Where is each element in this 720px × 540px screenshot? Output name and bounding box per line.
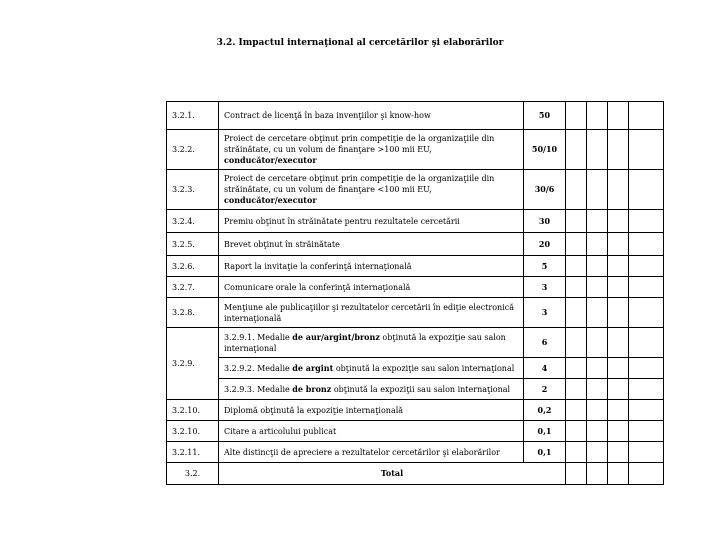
table-row	[167, 210, 664, 233]
evaluation-table	[166, 101, 664, 485]
item-prefix: 3.2.9.2. Medalie	[224, 363, 293, 373]
row-points: 30/6	[524, 170, 566, 210]
empty-cell	[608, 170, 629, 210]
empty-cell	[629, 358, 664, 379]
empty-cell	[587, 233, 608, 256]
table-row	[167, 421, 664, 442]
empty-cell	[629, 463, 664, 485]
row-description: Menţiune ale publicaţiilor şi rezultatelor cercetării în ediţie electronică internaţională	[219, 298, 524, 328]
row-text: Proiect de cercetare obţinut prin competiţie de la organizaţiile din străinătate, cu un volum de finanţare >100 mii EU,	[224, 134, 495, 154]
empty-cell	[629, 256, 664, 277]
row-description	[219, 170, 524, 210]
row-code: 3.2.5.	[167, 233, 219, 256]
table-row	[167, 256, 664, 277]
empty-cell	[608, 421, 629, 442]
empty-cell	[629, 102, 664, 130]
row-role: conducător/executor	[224, 195, 317, 205]
empty-cell	[566, 298, 587, 328]
row-code: 3.2.2.	[167, 130, 219, 170]
row-role: conducător/executor	[224, 155, 317, 165]
row-code: 3.2.4.	[167, 210, 219, 233]
empty-cell	[608, 379, 629, 400]
empty-cell	[587, 421, 608, 442]
empty-cell	[587, 463, 608, 485]
empty-cell	[629, 328, 664, 358]
row-points: 3	[524, 298, 566, 328]
row-points: 0,2	[524, 400, 566, 421]
empty-cell	[587, 170, 608, 210]
empty-cell	[608, 210, 629, 233]
empty-cell	[566, 328, 587, 358]
row-description: Citare a articolului publicat	[219, 421, 524, 442]
empty-cell	[566, 170, 587, 210]
empty-cell	[629, 298, 664, 328]
empty-cell	[629, 233, 664, 256]
row-description: Comunicare orale la conferinţă internaţională	[219, 277, 524, 298]
empty-cell	[587, 256, 608, 277]
empty-cell	[608, 277, 629, 298]
row-code: 3.2.8.	[167, 298, 219, 328]
row-description: Diplomă obţinută la expoziţie internaţională	[219, 400, 524, 421]
empty-cell	[566, 358, 587, 379]
row-points: 20	[524, 233, 566, 256]
empty-cell	[587, 298, 608, 328]
empty-cell	[629, 130, 664, 170]
row-points: 4	[524, 358, 566, 379]
table-row	[167, 233, 664, 256]
row-description	[219, 379, 524, 400]
total-code: 3.2.	[167, 463, 219, 485]
item-prefix: 3.2.9.3. Medalie	[224, 384, 293, 394]
row-code: 3.2.6.	[167, 256, 219, 277]
empty-cell	[608, 130, 629, 170]
row-code: 3.2.11.	[167, 442, 219, 463]
empty-cell	[566, 400, 587, 421]
table-row	[167, 170, 664, 210]
row-code: 3.2.10.	[167, 421, 219, 442]
table-row	[167, 130, 664, 170]
empty-cell	[566, 102, 587, 130]
empty-cell	[587, 442, 608, 463]
empty-cell	[566, 277, 587, 298]
item-bold: de argint	[292, 362, 334, 373]
total-label: Total	[219, 463, 566, 485]
row-points: 6	[524, 328, 566, 358]
item-suffix: obţinută la expoziţie sau salon internaţional	[224, 332, 506, 353]
row-description: Premiu obţinut în străinătate pentru rezultatele cercetării	[219, 210, 524, 233]
row-text: Proiect de cercetare obţinut prin competiţie de la organizaţiile din străinătate, cu un volum de finanţare <100 mii EU,	[224, 174, 495, 194]
row-description: Raport la invitaţie la conferinţă internaţională	[219, 256, 524, 277]
table-row	[167, 298, 664, 328]
empty-cell	[587, 358, 608, 379]
table-row	[167, 102, 664, 130]
empty-cell	[629, 170, 664, 210]
empty-cell	[608, 233, 629, 256]
item-suffix: obţinută la expoziţie sau salon internaţional	[333, 363, 515, 373]
empty-cell	[566, 442, 587, 463]
empty-cell	[566, 421, 587, 442]
empty-cell	[566, 233, 587, 256]
empty-cell	[608, 442, 629, 463]
item-suffix: obţinută la expoziţii sau salon internaţional	[331, 384, 511, 394]
empty-cell	[587, 210, 608, 233]
row-code: 3.2.1.	[167, 102, 219, 130]
empty-cell	[608, 400, 629, 421]
row-points: 3	[524, 277, 566, 298]
row-points: 30	[524, 210, 566, 233]
empty-cell	[587, 102, 608, 130]
row-points: 5	[524, 256, 566, 277]
table-row	[167, 328, 664, 358]
empty-cell	[587, 379, 608, 400]
empty-cell	[608, 256, 629, 277]
total-row	[167, 463, 664, 485]
section-title: 3.2. Impactul internaţional al cercetărilor şi elaborărilor	[216, 38, 504, 48]
empty-cell	[608, 328, 629, 358]
empty-cell	[587, 130, 608, 170]
row-description	[219, 130, 524, 170]
row-description	[219, 328, 524, 358]
row-points: 50/10	[524, 130, 566, 170]
empty-cell	[566, 256, 587, 277]
empty-cell	[629, 442, 664, 463]
item-prefix: 3.2.9.1. Medalie	[224, 332, 293, 342]
empty-cell	[587, 277, 608, 298]
row-points: 0,1	[524, 442, 566, 463]
table-row	[167, 277, 664, 298]
row-description: Brevet obţinut în străinătate	[219, 233, 524, 256]
table-row	[167, 400, 664, 421]
row-code: 3.2.7.	[167, 277, 219, 298]
row-points: 50	[524, 102, 566, 130]
empty-cell	[566, 130, 587, 170]
empty-cell	[566, 210, 587, 233]
row-code: 3.2.10.	[167, 400, 219, 421]
row-description: Contract de licenţă în baza invenţiilor şi know-how	[219, 102, 524, 130]
empty-cell	[629, 379, 664, 400]
empty-cell	[608, 463, 629, 485]
empty-cell	[608, 298, 629, 328]
row-points: 0,1	[524, 421, 566, 442]
empty-cell	[608, 102, 629, 130]
empty-cell	[587, 328, 608, 358]
item-bold: de aur/argint/bronz	[292, 331, 380, 342]
table-row	[167, 358, 664, 379]
empty-cell	[629, 277, 664, 298]
table-row	[167, 442, 664, 463]
item-bold: de bronz	[292, 383, 332, 394]
row-points: 2	[524, 379, 566, 400]
empty-cell	[629, 210, 664, 233]
empty-cell	[608, 358, 629, 379]
row-code: 3.2.3.	[167, 170, 219, 210]
row-description	[219, 358, 524, 379]
group-code: 3.2.9.	[167, 328, 219, 400]
row-description: Alte distincţii de apreciere a rezultatelor cercetărilor şi elaborărilor	[219, 442, 524, 463]
empty-cell	[587, 400, 608, 421]
empty-cell	[566, 463, 587, 485]
empty-cell	[629, 421, 664, 442]
empty-cell	[629, 400, 664, 421]
table-row	[167, 379, 664, 400]
empty-cell	[566, 379, 587, 400]
